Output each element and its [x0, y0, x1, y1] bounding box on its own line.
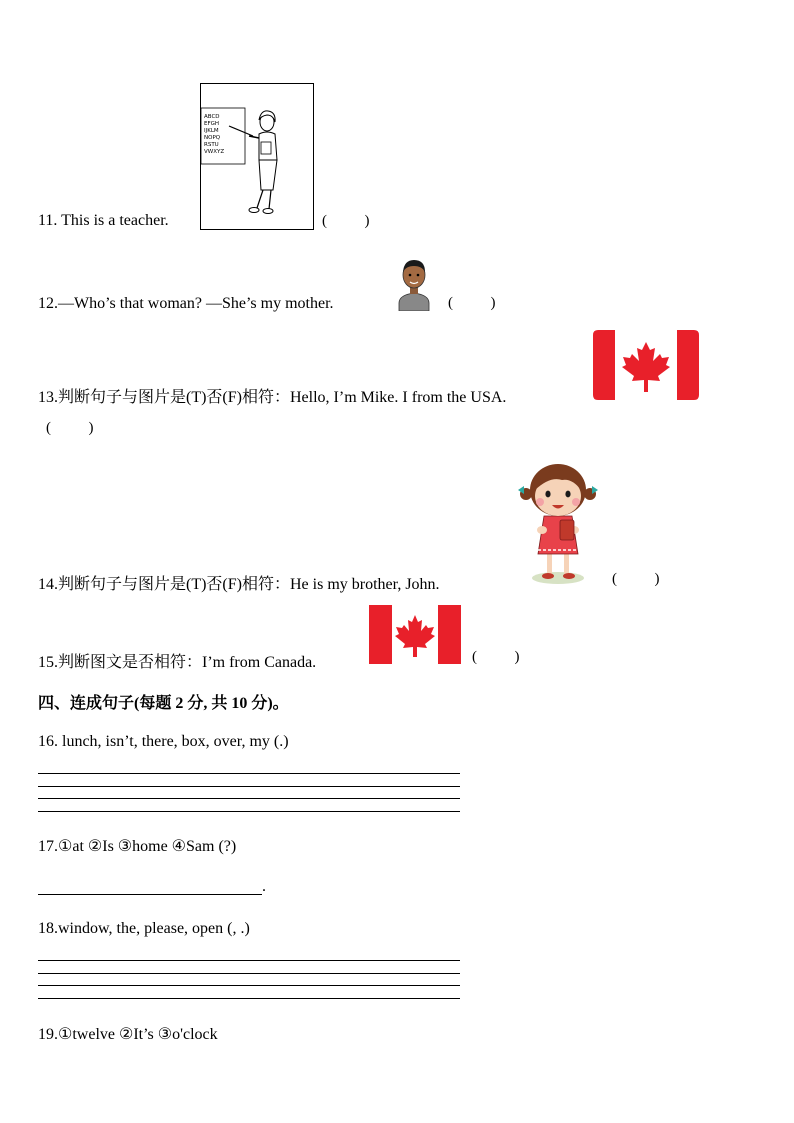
- q12-answer-parentheses: ( ): [448, 295, 496, 311]
- q13-answer-parentheses: ( ): [46, 420, 94, 436]
- answer-line[interactable]: [38, 973, 460, 974]
- girl-holding-book-icon: [512, 450, 602, 588]
- q14-text: 14.判断句子与图片是(T)否(F)相符：He is my brother, John.: [38, 576, 440, 593]
- q19-text: 19.①twelve ②It’s ③o'clock: [38, 1026, 218, 1043]
- board-line: RSTU: [204, 142, 219, 148]
- answer-line[interactable]: [38, 960, 460, 961]
- board-line: ABCD: [204, 114, 220, 120]
- q12-text: 12.—Who’s that woman? —She’s my mother.: [38, 295, 334, 312]
- answer-line[interactable]: [38, 798, 460, 799]
- teacher-image: [200, 83, 314, 230]
- canada-flag-image: [593, 330, 699, 400]
- answer-line[interactable]: [38, 811, 460, 812]
- q15-text: 15.判断图文是否相符：I’m from Canada.: [38, 654, 317, 671]
- q11-text: 11. This is a teacher.: [38, 212, 169, 229]
- answer-line[interactable]: [38, 773, 460, 774]
- answer-line[interactable]: [38, 985, 460, 986]
- section-4-heading: 四、连成句子(每题 2 分, 共 10 分)。: [38, 695, 289, 712]
- board-line: EFGH: [204, 121, 220, 127]
- answer-line[interactable]: [38, 786, 460, 787]
- canada-flag-icon: [369, 605, 461, 664]
- q13-text: 13.判断句子与图片是(T)否(F)相符：Hello, I’m Mike. I from the USA.: [38, 389, 507, 406]
- answer-line[interactable]: [38, 998, 460, 999]
- boy-avatar-image: [396, 255, 432, 311]
- q16-text: 16. lunch, isn’t, there, box, over, my (.): [38, 733, 289, 750]
- board-line: VWXYZ: [204, 149, 225, 155]
- boy-avatar-icon: [396, 255, 432, 311]
- teacher-icon: [201, 84, 313, 229]
- canada-flag-image: [369, 605, 461, 664]
- q14-answer-parentheses: ( ): [612, 571, 660, 587]
- q15-answer-parentheses: ( ): [472, 649, 520, 665]
- q17-period: .: [262, 878, 266, 895]
- board-line: NOPQ: [204, 135, 221, 141]
- q17-text: 17.①at ②Is ③home ④Sam (?): [38, 838, 237, 855]
- board-line: IJKLM: [204, 128, 219, 134]
- q18-text: 18.window, the, please, open (, .): [38, 920, 250, 937]
- girl-image: [512, 450, 602, 588]
- answer-blank[interactable]: [38, 894, 262, 895]
- canada-flag-icon: [593, 330, 699, 400]
- q11-answer-parentheses: ( ): [322, 213, 370, 229]
